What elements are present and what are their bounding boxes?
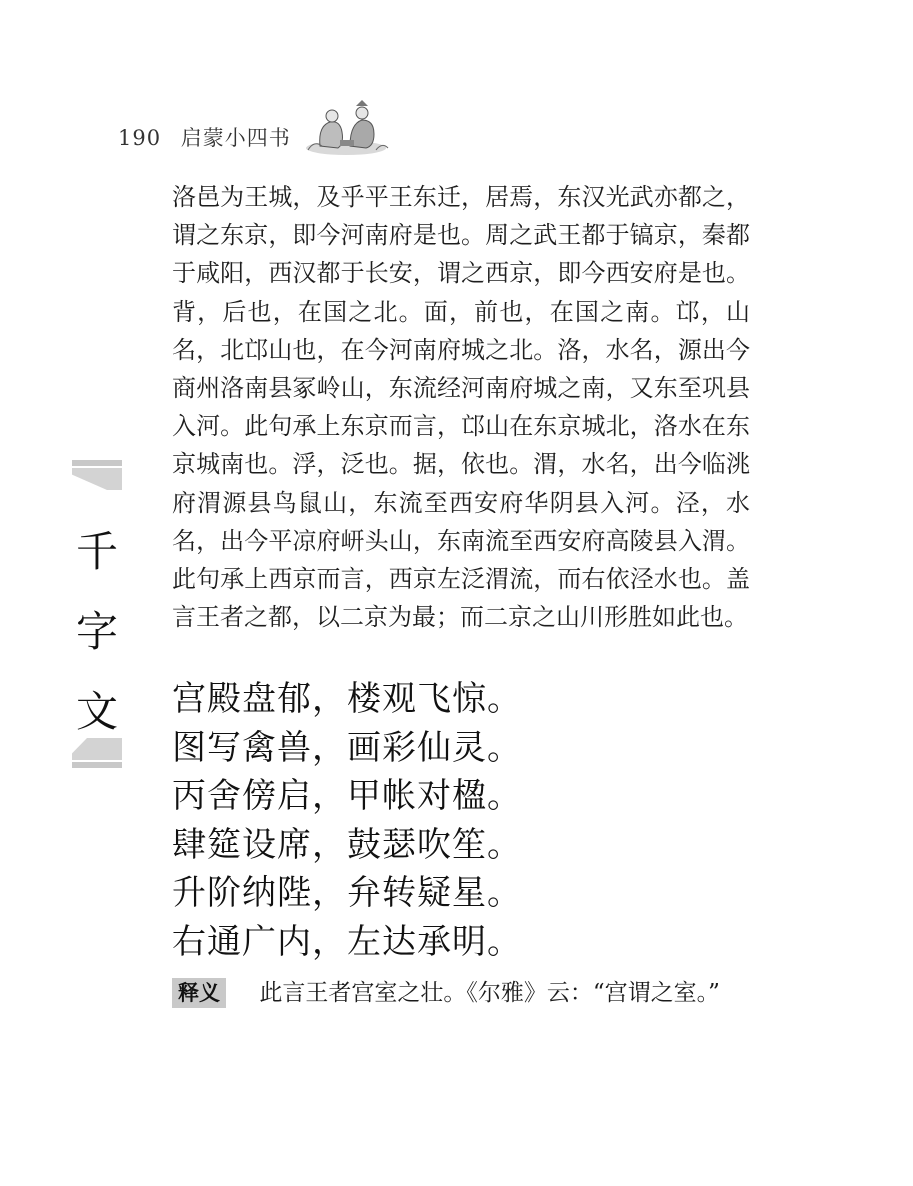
commentary-text: 洛邑为王城，及乎平王东迁，居焉，东汉光武亦都之，谓之东京，即今河南府是也。周之武王都于镐京，秦都于咸阳，西汉都于长安，谓之西京，即今西安府是也。背，后也，在国之北。面，前也，在国之南。邙，山名，北邙山也，在今河南府城之北。洛，水名，源出今商州洛南县冢岭山，东流经河南府城之南，又东至巩县入河。此句承上东京而言，邙山在东京城北，洛水在东京城南也。浮，泛也。据，依也。渭，水名，出今临洮府渭源县鸟鼠山，东流至西安府华阴县入河。泾，水名，出今平凉府岍头山，东南流至西安府高陵县入渭。此句承上西京而言，西京左泛渭流，而右依泾水也。盖言王者之都，以二京为最；而二京之山川形胜如此也。 xyxy=(172,183,750,632)
gloss-block xyxy=(172,972,762,1013)
section-title-char: 字 xyxy=(75,607,118,656)
verse-line: 右通广内，左达承明。 xyxy=(172,921,522,962)
verse-block xyxy=(172,675,732,966)
section-tab xyxy=(72,460,124,768)
tab-bar-top xyxy=(72,460,122,466)
gloss-tag: 释义 xyxy=(172,978,226,1008)
gloss-text: 此言王者宫室之壮。《尔雅》云：“宫谓之室。” xyxy=(259,980,720,1006)
scholars-illustration-icon xyxy=(300,96,392,158)
book-title: 启蒙小四书 xyxy=(180,126,291,150)
verse-line: 宫殿盘郁，楼观飞惊。 xyxy=(172,679,522,719)
verse-line: 丙舍傍启，甲帐对楹。 xyxy=(172,776,522,816)
section-title-char: 千 xyxy=(75,527,118,576)
section-title-vertical xyxy=(72,512,122,752)
tab-ornament-top xyxy=(72,468,122,490)
verse-line: 肆筵设席，鼓瑟吹笙。 xyxy=(172,824,522,865)
tab-bar-bottom xyxy=(72,762,122,768)
page-number: 190 xyxy=(118,126,162,150)
verse-line: 图写禽兽，画彩仙灵。 xyxy=(172,727,522,768)
verse-line: 升阶纳陛，弁转疑星。 xyxy=(172,873,522,913)
running-header xyxy=(118,122,291,152)
section-title-char: 文 xyxy=(75,687,118,736)
commentary-block xyxy=(172,178,750,636)
